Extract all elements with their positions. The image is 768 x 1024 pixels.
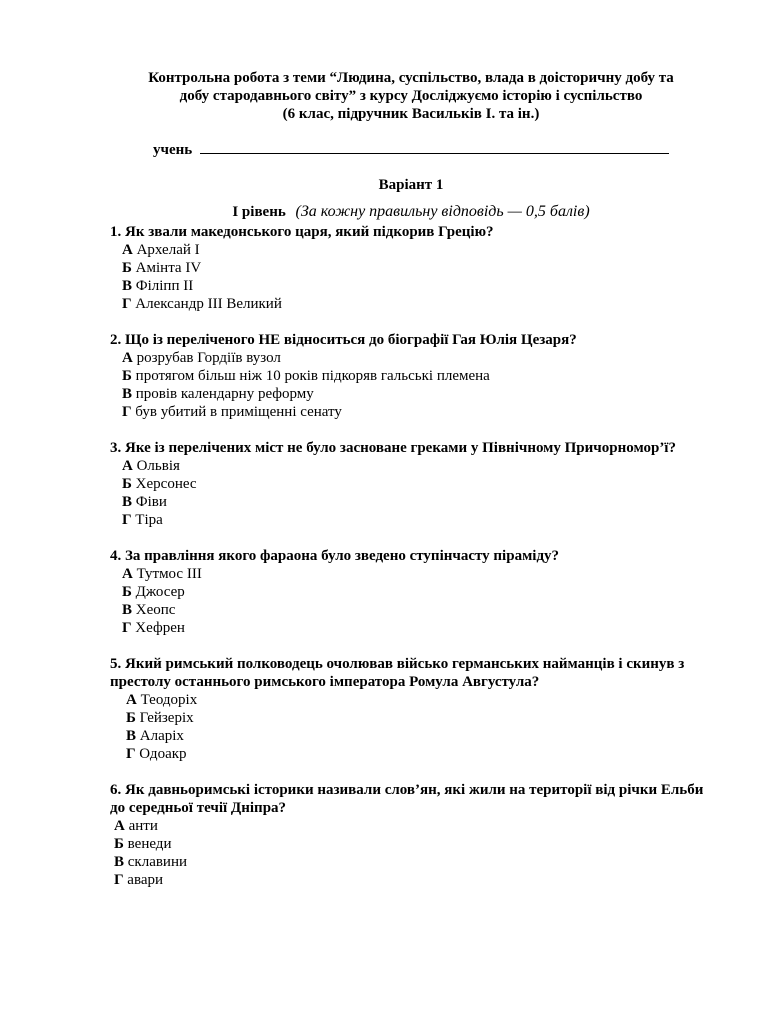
option-letter: В — [122, 494, 133, 510]
option-letter: В — [122, 278, 133, 294]
option-text: анти — [128, 818, 158, 834]
option-text: провів календарну реформу — [135, 386, 314, 402]
option-text: Хеопс — [135, 602, 176, 618]
document-title — [110, 69, 712, 123]
title-line-2: добу стародавнього світу” з курсу Досліджуємо історію і суспільство — [179, 88, 643, 104]
question-1 — [110, 223, 712, 313]
answer-option — [110, 511, 712, 529]
option-text: Хефрен — [135, 620, 185, 636]
option-letter: Г — [114, 872, 124, 888]
option-text: Александр ІІІ Великий — [135, 296, 282, 312]
question-text: 6. Як давньоримські історики називали слов’ян, які жили на території від річки Ельби до середньої течії Дніпра? — [110, 782, 704, 816]
option-letter: В — [122, 602, 133, 618]
answer-option — [110, 745, 712, 763]
option-text: Архелай І — [136, 242, 200, 258]
option-letter: А — [122, 242, 133, 258]
answer-option — [110, 259, 712, 277]
answer-option — [110, 493, 712, 511]
answer-option — [110, 565, 712, 583]
option-text: був убитий в приміщенні сенату — [135, 404, 342, 420]
option-letter: В — [122, 386, 133, 402]
option-text: Фіви — [135, 494, 167, 510]
title-line-1: Контрольна робота з теми “Людина, суспільство, влада в доісторичну добу та — [148, 70, 674, 86]
option-text: Аларіх — [139, 728, 184, 744]
answer-option — [110, 241, 712, 259]
question-text: 3. Яке із перелічених міст не було засноване греками у Північному Причорномор’ї? — [110, 440, 676, 456]
question-2 — [110, 331, 712, 421]
answer-option — [110, 385, 712, 403]
option-text: розрубав Гордіїв вузол — [136, 350, 281, 366]
option-letter: В — [114, 854, 125, 870]
question-6 — [110, 781, 712, 889]
question-text: 5. Який римський полководець очолював військо германських найманців і скинув з престолу останнього римського імператора Ромула Августула? — [110, 656, 685, 690]
question-text: 4. За правління якого фараона було зведено ступінчасту піраміду? — [110, 548, 560, 564]
question-3 — [110, 439, 712, 529]
option-letter: Г — [122, 620, 132, 636]
option-letter: А — [122, 458, 133, 474]
option-text: склавини — [127, 854, 188, 870]
option-letter: Г — [126, 746, 136, 762]
option-text: протягом більш ніж 10 років підкоряв гальські племена — [135, 368, 490, 384]
answer-option — [110, 619, 712, 637]
option-text: Філіпп ІІ — [135, 278, 194, 294]
question-text: 2. Що із переліченого НЕ відноситься до біографії Гая Юлія Цезаря? — [110, 332, 577, 348]
option-text: Джосер — [135, 584, 185, 600]
option-letter: В — [126, 728, 137, 744]
title-line-3: (6 клас, підручник Васильків І. та ін.) — [282, 106, 540, 122]
level-scoring-note: (За кожну правильну відповідь — 0,5 балів) — [295, 203, 590, 220]
option-text: венеди — [127, 836, 172, 852]
question-text: 1. Як звали македонського царя, який підкорив Грецію? — [110, 224, 494, 240]
option-letter: Б — [122, 584, 132, 600]
answer-option — [110, 853, 712, 871]
answer-option — [110, 601, 712, 619]
level-label: І рівень — [232, 204, 286, 220]
option-letter: А — [126, 692, 137, 708]
question-4 — [110, 547, 712, 637]
answer-option — [110, 295, 712, 313]
option-letter: Б — [122, 368, 132, 384]
answer-option — [110, 727, 712, 745]
answer-option — [110, 871, 712, 889]
answer-option — [110, 403, 712, 421]
option-letter: Б — [122, 260, 132, 276]
answer-option — [110, 475, 712, 493]
option-text: Херсонес — [135, 476, 197, 492]
option-letter: Б — [114, 836, 124, 852]
option-letter: Б — [126, 710, 136, 726]
option-text: Амінта IV — [135, 260, 202, 276]
option-letter: Г — [122, 404, 132, 420]
student-name-row — [110, 141, 712, 159]
answer-option — [110, 835, 712, 853]
answer-option — [110, 277, 712, 295]
level-heading — [110, 203, 712, 221]
worksheet-page — [110, 69, 712, 889]
answer-option — [110, 583, 712, 601]
answer-option — [110, 709, 712, 727]
student-label: учень — [153, 142, 193, 158]
question-5 — [110, 655, 712, 763]
answer-option — [110, 367, 712, 385]
option-text: Тутмос ІІІ — [136, 566, 202, 582]
option-letter: Г — [122, 512, 132, 528]
option-text: Одоакр — [139, 746, 187, 762]
option-letter: А — [122, 566, 133, 582]
option-text: Ольвія — [136, 458, 180, 474]
answer-option — [110, 691, 712, 709]
variant-heading: Варіант 1 — [378, 177, 444, 193]
answer-option — [110, 457, 712, 475]
option-letter: А — [114, 818, 125, 834]
option-letter: Г — [122, 296, 132, 312]
option-text: авари — [127, 872, 164, 888]
option-text: Теодоріх — [140, 692, 198, 708]
option-text: Гейзеріх — [139, 710, 194, 726]
answer-option — [110, 349, 712, 367]
answer-option — [110, 817, 712, 835]
option-letter: А — [122, 350, 133, 366]
student-name-blank[interactable] — [200, 141, 669, 154]
option-letter: Б — [122, 476, 132, 492]
option-text: Тіра — [135, 512, 163, 528]
